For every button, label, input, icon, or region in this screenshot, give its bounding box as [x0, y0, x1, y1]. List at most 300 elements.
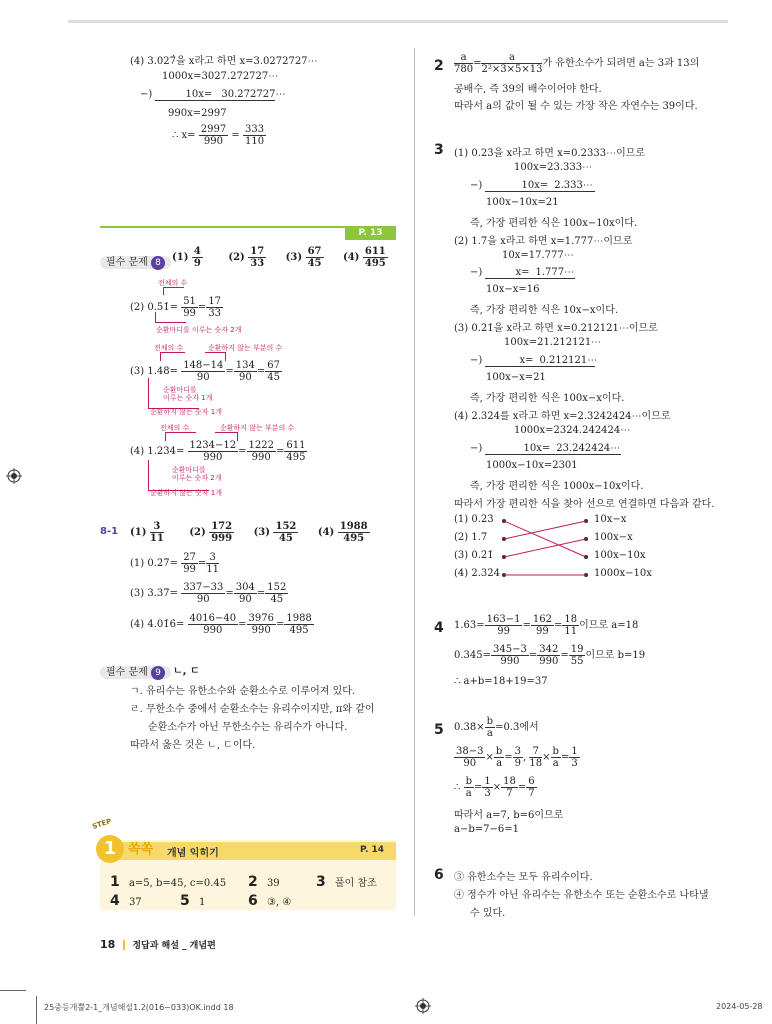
expr: (4) 4.01̇6̇= [130, 619, 185, 630]
numerator: 1 [484, 776, 491, 787]
denominator: 90 [196, 594, 210, 605]
subtract-line [485, 267, 575, 279]
annotation: 순환하지 않는 숫자 1개 [150, 408, 222, 416]
op: = [504, 752, 513, 763]
denominator: 7 [506, 788, 513, 799]
answer-fraction [306, 246, 324, 269]
matching-lines [500, 514, 592, 584]
solution-line [454, 776, 537, 799]
problem-number: 8 [151, 256, 165, 270]
numerator: 611 [364, 246, 386, 257]
denominator: 99 [183, 308, 196, 319]
annotation [163, 386, 212, 402]
step-answer-row [180, 893, 205, 909]
registration-mark-icon [415, 998, 431, 1014]
annotation: 전체의 수 [160, 424, 190, 432]
item-number: 3 [316, 874, 326, 890]
denominator: 7 [528, 788, 535, 799]
text-line: ④ 정수가 아닌 유리수는 유한소수 또는 순환소수로 나타낼 [454, 890, 709, 901]
denominator: 990 [539, 656, 559, 667]
denominator: 990 [251, 452, 271, 463]
numerator: 1222 [248, 440, 274, 451]
numerator: 345−3 [493, 644, 527, 655]
numerator: 19 [570, 644, 584, 655]
annotation-text: 이루는 숫자 2개 [172, 474, 222, 482]
answer-fraction [248, 246, 266, 269]
denominator: 2²×3×5×13 [481, 64, 543, 75]
expr: (3) 1.48̇= [130, 366, 178, 377]
answer: ㄴ, ㄷ [173, 666, 200, 677]
answer-fraction [273, 521, 298, 544]
text-line: (4) 2.32̇4̇를 x라고 하면 x=2.3242424⋯이므로 [454, 411, 671, 422]
numerator: 38−3 [456, 746, 484, 757]
text-line [470, 267, 575, 279]
equals: = [231, 130, 240, 141]
fraction [526, 776, 536, 799]
fraction [234, 582, 257, 605]
solution-line [454, 746, 580, 769]
fraction [265, 360, 282, 383]
fraction [243, 124, 266, 147]
expr: (2) 0.5̇1̇= [130, 302, 178, 313]
denominator: 45 [307, 258, 322, 269]
denominator: 9 [193, 258, 201, 269]
step-label: STEP [91, 817, 113, 831]
footer-divider [123, 940, 125, 950]
fraction [513, 746, 523, 769]
text-line [470, 180, 595, 192]
answer-label: (3) [285, 252, 303, 263]
text-line [470, 355, 598, 367]
op: = [473, 782, 483, 793]
text-line: 따라서 가장 편리한 식을 찾아 선으로 연결하면 다음과 같다. [454, 499, 715, 510]
numerator: 67 [307, 246, 322, 257]
answer-label: (1) [172, 252, 189, 263]
lhs: 10x= [185, 89, 213, 100]
expr: (4) 1.23̇4̇= [130, 446, 185, 457]
numerator: 7 [529, 746, 542, 758]
annotation-text: 이루는 숫자 1개 [163, 394, 213, 402]
question-number: 6 [434, 867, 444, 883]
text-line: ③ 유한소수는 모두 유리수이다. [454, 872, 593, 883]
denominator: 90 [238, 594, 252, 605]
op: = [517, 782, 527, 793]
text-line: 100x−x=21 [486, 372, 546, 383]
denominator: 55 [570, 656, 584, 667]
minus-sign: −) [140, 89, 153, 100]
denominator: 990 [500, 656, 520, 667]
crop-mark [36, 996, 37, 1024]
required-badge [100, 256, 171, 269]
numerator: 18 [564, 614, 578, 625]
solution-line: (4) 1.23̇4̇= $\frac{1234-12}{990}$ = $\frac{1222}{990}$ = $\frac{611}{495}$ [130, 440, 306, 463]
denominator: 90 [463, 758, 477, 769]
rhs: 0.212121⋯ [539, 355, 598, 366]
crop-mark [0, 990, 26, 991]
text-line: (2) 1.7̇을 x라고 하면 x=1.777⋯이므로 [454, 236, 633, 247]
answer-list [172, 246, 388, 269]
text-line: 따라서 a=7, b=6이므로 [454, 810, 564, 821]
expr: (1) 0.2̇7̇= [130, 558, 178, 569]
minus-sign: −) [470, 180, 483, 191]
numerator: 1988 [286, 613, 312, 624]
text: 이므로 a=18 [579, 620, 639, 631]
denominator: 11 [564, 626, 578, 637]
text-line: 1000x−10x=2301 [486, 460, 578, 471]
step-answer-row [110, 874, 226, 890]
annotation: 순환하지 않는 부분의 수 [220, 424, 295, 432]
item-text: ③, ④ [266, 897, 292, 908]
step-title: 개념 익히기 [167, 848, 219, 859]
fraction [531, 614, 554, 637]
item-number: 2 [248, 874, 258, 890]
numerator: 2997 [200, 124, 227, 135]
op: × [492, 782, 502, 793]
fraction [562, 614, 579, 637]
denominator: a [465, 788, 472, 799]
problem-8-1-label: 8-1 [100, 526, 119, 537]
op: = [560, 752, 570, 763]
text-line: (3) 0.2̇1̇을 x라고 하면 x=0.212121⋯이므로 [454, 323, 658, 334]
match-right: 10x−x [594, 514, 627, 525]
text-line: 따라서 a의 값이 될 수 있는 가장 작은 자연수는 39이다. [454, 101, 698, 112]
op: , [523, 752, 527, 763]
text-line: ㄱ. 유리수는 유한소수와 순환소수로 이루어져 있다. [130, 686, 356, 697]
solution-line: (3) 3.37̇= $\frac{337-33}{90}$ = $\frac{304}{90}$ = $\frac{152}{45}$ [130, 582, 287, 605]
step-answer-row [248, 874, 280, 890]
text-line: 100x=23.333⋯ [514, 162, 593, 173]
text-line: 따라서 옳은 것은 ㄴ, ㄷ이다. [130, 740, 256, 751]
column-divider [414, 48, 415, 916]
text-line: ∴ a+b=18+19=37 [454, 676, 548, 687]
denominator: 33 [250, 258, 265, 269]
solution-line: (4) 4.01̇6̇= $\frac{4016-40}{990}$ = $\frac{3976}{990}$ = $\frac{1988}{495}$ [130, 613, 312, 636]
denominator: 90 [196, 372, 210, 383]
print-date: 2024-05-28 [716, 1002, 763, 1011]
text-line: 순환소수가 아닌 무한소수는 유리수가 아니다. [148, 722, 348, 733]
denominator: 45 [267, 372, 280, 383]
denominator: 990 [203, 136, 224, 147]
annotation [172, 466, 221, 482]
denominator: a [496, 758, 503, 769]
match-right: 1000x−10x [594, 568, 652, 579]
step-header-bar [115, 842, 396, 860]
denominator: 11 [149, 533, 164, 544]
step-answer-row [248, 893, 291, 909]
item-number: 1 [110, 874, 120, 890]
text-line: 1000x=2324.242424⋯ [514, 425, 631, 436]
fraction [265, 582, 288, 605]
match-left: (4) 2.32̇4̇ [454, 568, 500, 579]
text-line: 100x−10x=21 [486, 197, 559, 208]
denominator: 90 [238, 372, 252, 383]
annotation-line [155, 312, 186, 323]
denominator: 990 [203, 625, 223, 636]
text-line: 즉, 가장 편리한 식은 10x−x이다. [470, 305, 619, 316]
lhs: 10x= [521, 180, 549, 191]
fraction [181, 552, 198, 575]
match-right: 100x−10x [594, 550, 646, 561]
numerator: 152 [267, 582, 287, 593]
item-number: 4 [110, 893, 120, 909]
numerator: 134 [235, 360, 255, 371]
badge-label: 필수 문제 [106, 257, 148, 268]
fraction [284, 613, 313, 636]
text-line: a−b=7−6=1 [454, 824, 519, 835]
numerator: 333 [244, 124, 265, 135]
denominator: 9 [514, 758, 522, 769]
expr: 0.38̇× [454, 722, 485, 733]
answer-list [130, 521, 370, 544]
text-line [172, 124, 266, 147]
text-line: 10x−x=16 [486, 284, 540, 295]
page-footer [100, 938, 216, 951]
problem-number: 9 [151, 666, 165, 680]
minus-sign: −) [470, 443, 483, 454]
match-left: (1) 0.23̇ [454, 514, 494, 525]
text-line: 즉, 가장 편리한 식은 100x−x이다. [470, 393, 625, 404]
fraction [181, 582, 225, 605]
denominator: 495 [364, 258, 386, 269]
annotation: 전체의 수 [154, 344, 184, 352]
fraction [206, 552, 219, 575]
registration-mark-icon [6, 468, 22, 484]
page-number: 18 [100, 938, 116, 951]
fraction [481, 52, 542, 75]
answer-label: (3) [253, 527, 270, 538]
denominator: 990 [203, 452, 223, 463]
question-number: 5 [434, 722, 444, 738]
numerator: 3 [206, 552, 219, 564]
denominator: 990 [251, 625, 271, 636]
denominator: 495 [286, 452, 306, 463]
subtract-line [155, 89, 286, 101]
solution-line: $\frac{a}{780}$ = $\frac{a}{\text{2²×3×5×13}}$ 가 유한소수가 되려면 a는 3과 13의 [454, 52, 700, 75]
numerator: 3 [150, 521, 164, 533]
numerator: 4 [193, 246, 201, 257]
op: × [542, 752, 551, 763]
denominator: 99 [536, 626, 549, 637]
numerator: 1234−12 [189, 440, 237, 451]
denominator: 495 [289, 625, 309, 636]
match-line [504, 521, 586, 557]
fraction [234, 360, 257, 383]
step-answer-row [110, 893, 142, 909]
fraction [454, 746, 485, 769]
footer-title: 정답과 해설 _ 개념편 [132, 941, 216, 951]
fraction [569, 746, 579, 769]
minus-sign: −) [470, 355, 483, 366]
fraction [494, 746, 504, 769]
numerator: 6 [528, 776, 535, 787]
fraction [454, 52, 473, 75]
solution-line: (1) 0.2̇7̇= $\frac{27}{99}$ = $\frac{3}{11}$ [130, 552, 220, 575]
denominator: 495 [343, 533, 365, 544]
denominator: a [486, 728, 493, 739]
fraction [464, 776, 474, 799]
numerator: b [486, 716, 494, 727]
answer-fraction [338, 521, 370, 544]
fraction [485, 716, 495, 739]
annotation-text: 순환마디를 [163, 386, 197, 394]
problem-9-header [100, 660, 171, 680]
solution-line: 1.6̇3̇= $\frac{163-1}{99}$ = $\frac{162}{99}$ = $\frac{18}{11}$ 이므로 a=18 [454, 614, 639, 637]
fraction [485, 614, 523, 637]
numerator: 1 [571, 746, 578, 757]
answer-label: (2) [189, 527, 206, 538]
item-text: a=5, b=45, c=0.45 [128, 878, 227, 889]
step-answer-row [316, 874, 377, 890]
denominator: 99 [183, 564, 196, 575]
numerator: 1988 [339, 521, 368, 532]
annotation: 순환마디를 이루는 숫자 2개 [156, 326, 242, 334]
numerator: 148−14 [183, 360, 224, 371]
numerator: 3 [514, 746, 522, 757]
solution-line [454, 716, 539, 739]
annotation: 전체의 수 [158, 279, 188, 287]
text: 이므로 b=19 [585, 650, 646, 661]
expr: 0.34̇5̇= [454, 650, 492, 661]
numerator: b [465, 776, 472, 787]
denominator: 780 [454, 64, 474, 75]
numerator: 152 [275, 521, 297, 532]
text-line: 10x=17.777⋯ [502, 250, 574, 261]
match-right: 100x−x [594, 532, 633, 543]
denominator: 110 [244, 136, 265, 147]
question-number: 3 [434, 142, 444, 158]
file-slug: 25중등개뿔2-1_개념해설1.2(016~033)OK.indd 18 [44, 1003, 234, 1012]
text-line: (1) 0.23̇을 x라고 하면 x=0.2333⋯이므로 [454, 148, 646, 159]
item-text: 37 [128, 897, 142, 908]
denominator: 3 [484, 788, 491, 799]
rhs: 2.333⋯ [554, 180, 593, 191]
annotation-text: 순환마디를 [172, 466, 206, 474]
rhs: 23.242424⋯ [556, 443, 621, 454]
question-number: 4 [434, 620, 444, 636]
fraction [501, 776, 518, 799]
denominator: 45 [278, 533, 293, 544]
answer-fraction [150, 521, 164, 544]
numerator: 51 [183, 296, 196, 307]
numerator: 27 [183, 552, 196, 563]
numerator: a [481, 52, 542, 64]
denominator: 18 [529, 758, 543, 769]
text-line: 공배수, 즉 39의 배수이어야 한다. [454, 84, 602, 95]
match-left: (2) 1.7̇ [454, 532, 488, 543]
numerator: 162 [532, 614, 552, 625]
top-rule [68, 20, 728, 23]
fraction [482, 776, 492, 799]
subtract-line [485, 180, 595, 192]
fraction [188, 613, 239, 636]
text-line: 100x=21.212121⋯ [504, 337, 602, 348]
annotation: 순환하지 않는 숫자 1개 [150, 489, 222, 497]
answer-fraction [209, 521, 234, 544]
denominator: 33 [208, 308, 222, 319]
text: =0.3̇에서 [495, 722, 539, 733]
text-line: 990x=2997 [168, 108, 227, 119]
numerator: 304 [235, 582, 255, 593]
item-text: 1 [198, 897, 206, 908]
numerator: b [495, 746, 503, 757]
minus-sign: −) [470, 267, 483, 278]
numerator: 18 [503, 776, 516, 787]
answer-fraction [363, 246, 388, 269]
match-left: (3) 0.2̇1̇ [454, 550, 494, 561]
numerator: 163−1 [486, 614, 521, 625]
text-line: ㄹ. 무한소수 중에서 순환소수는 유리수이지만, π와 같이 [130, 704, 375, 715]
answer-label: (4) [317, 527, 335, 538]
solution-line: (3) 1.48̇= $\frac{148-14}{90}$ = $\frac{134}{90}$ = $\frac{67}{45}$ [130, 360, 280, 383]
therefore: ∴ [454, 782, 461, 793]
subtract-line [485, 443, 621, 455]
answer-label: (1) [130, 527, 147, 538]
item-text: 39 [266, 878, 280, 889]
fraction [284, 440, 307, 463]
item-number: 5 [180, 893, 190, 909]
annotation-line [163, 287, 184, 295]
fraction [569, 644, 586, 667]
item-number: 6 [248, 893, 258, 909]
numerator: 17 [250, 246, 265, 257]
fraction [491, 644, 529, 667]
step-kor: 쏙쏙 [128, 842, 154, 857]
solution-line: 0.34̇5̇= $\frac{345-3}{990}$ = $\frac{342}{990}$ = $\frac{19}{55}$ 이므로 b=19 [454, 644, 646, 667]
match-line [504, 539, 586, 557]
required-badge [100, 666, 171, 679]
item-text: 풀이 참조 [334, 878, 377, 889]
question-number: 2 [434, 58, 444, 74]
rhs: 30.272727⋯ [221, 89, 286, 100]
lhs: 10x= [523, 443, 551, 454]
lhs: x= [515, 267, 530, 278]
fraction [537, 644, 560, 667]
denominator: 99 [497, 626, 510, 637]
numerator: 67 [267, 360, 280, 371]
answer-fraction [192, 246, 203, 269]
numerator: 611 [286, 440, 306, 451]
badge-label: 필수 문제 [106, 667, 148, 678]
text-line: 즉, 가장 편리한 식은 1000x−10x이다. [470, 481, 644, 492]
step-page: P. 14 [360, 845, 385, 855]
fraction [551, 746, 561, 769]
answer-label: (4) [342, 252, 360, 263]
match-line [504, 521, 586, 539]
therefore: ∴ x= [172, 130, 196, 141]
answer-label: (2) [228, 252, 245, 263]
solution-line: (2) 0.5̇1̇= $\frac{51}{99}$ = $\frac{17}{33}$ [130, 296, 222, 319]
numerator: 342 [539, 644, 559, 655]
problem-8-header [100, 250, 171, 270]
denominator: 3 [571, 758, 578, 769]
text-line [470, 443, 621, 455]
numerator: b [552, 746, 559, 757]
fraction [247, 613, 276, 636]
subtract-line [485, 355, 598, 367]
lhs: x= [519, 355, 534, 366]
text-line: (4) 3.027̇̇을 x라고 하면 x=3.0272727⋯ [130, 56, 318, 67]
expr: (3) 3.37̇= [130, 588, 178, 599]
text-line: 즉, 가장 편리한 식은 100x−10x이다. [470, 218, 638, 229]
page-tag: P. 13 [345, 226, 396, 240]
text-line: 수 있다. [470, 908, 506, 919]
denominator: a [552, 758, 559, 769]
text-line: 1000x=3027.272727⋯ [162, 71, 279, 82]
annotation: 순환하지 않는 부분의 수 [208, 344, 283, 352]
numerator: 4016−40 [189, 613, 237, 624]
text-line [140, 89, 286, 101]
numerator: a [454, 52, 473, 64]
